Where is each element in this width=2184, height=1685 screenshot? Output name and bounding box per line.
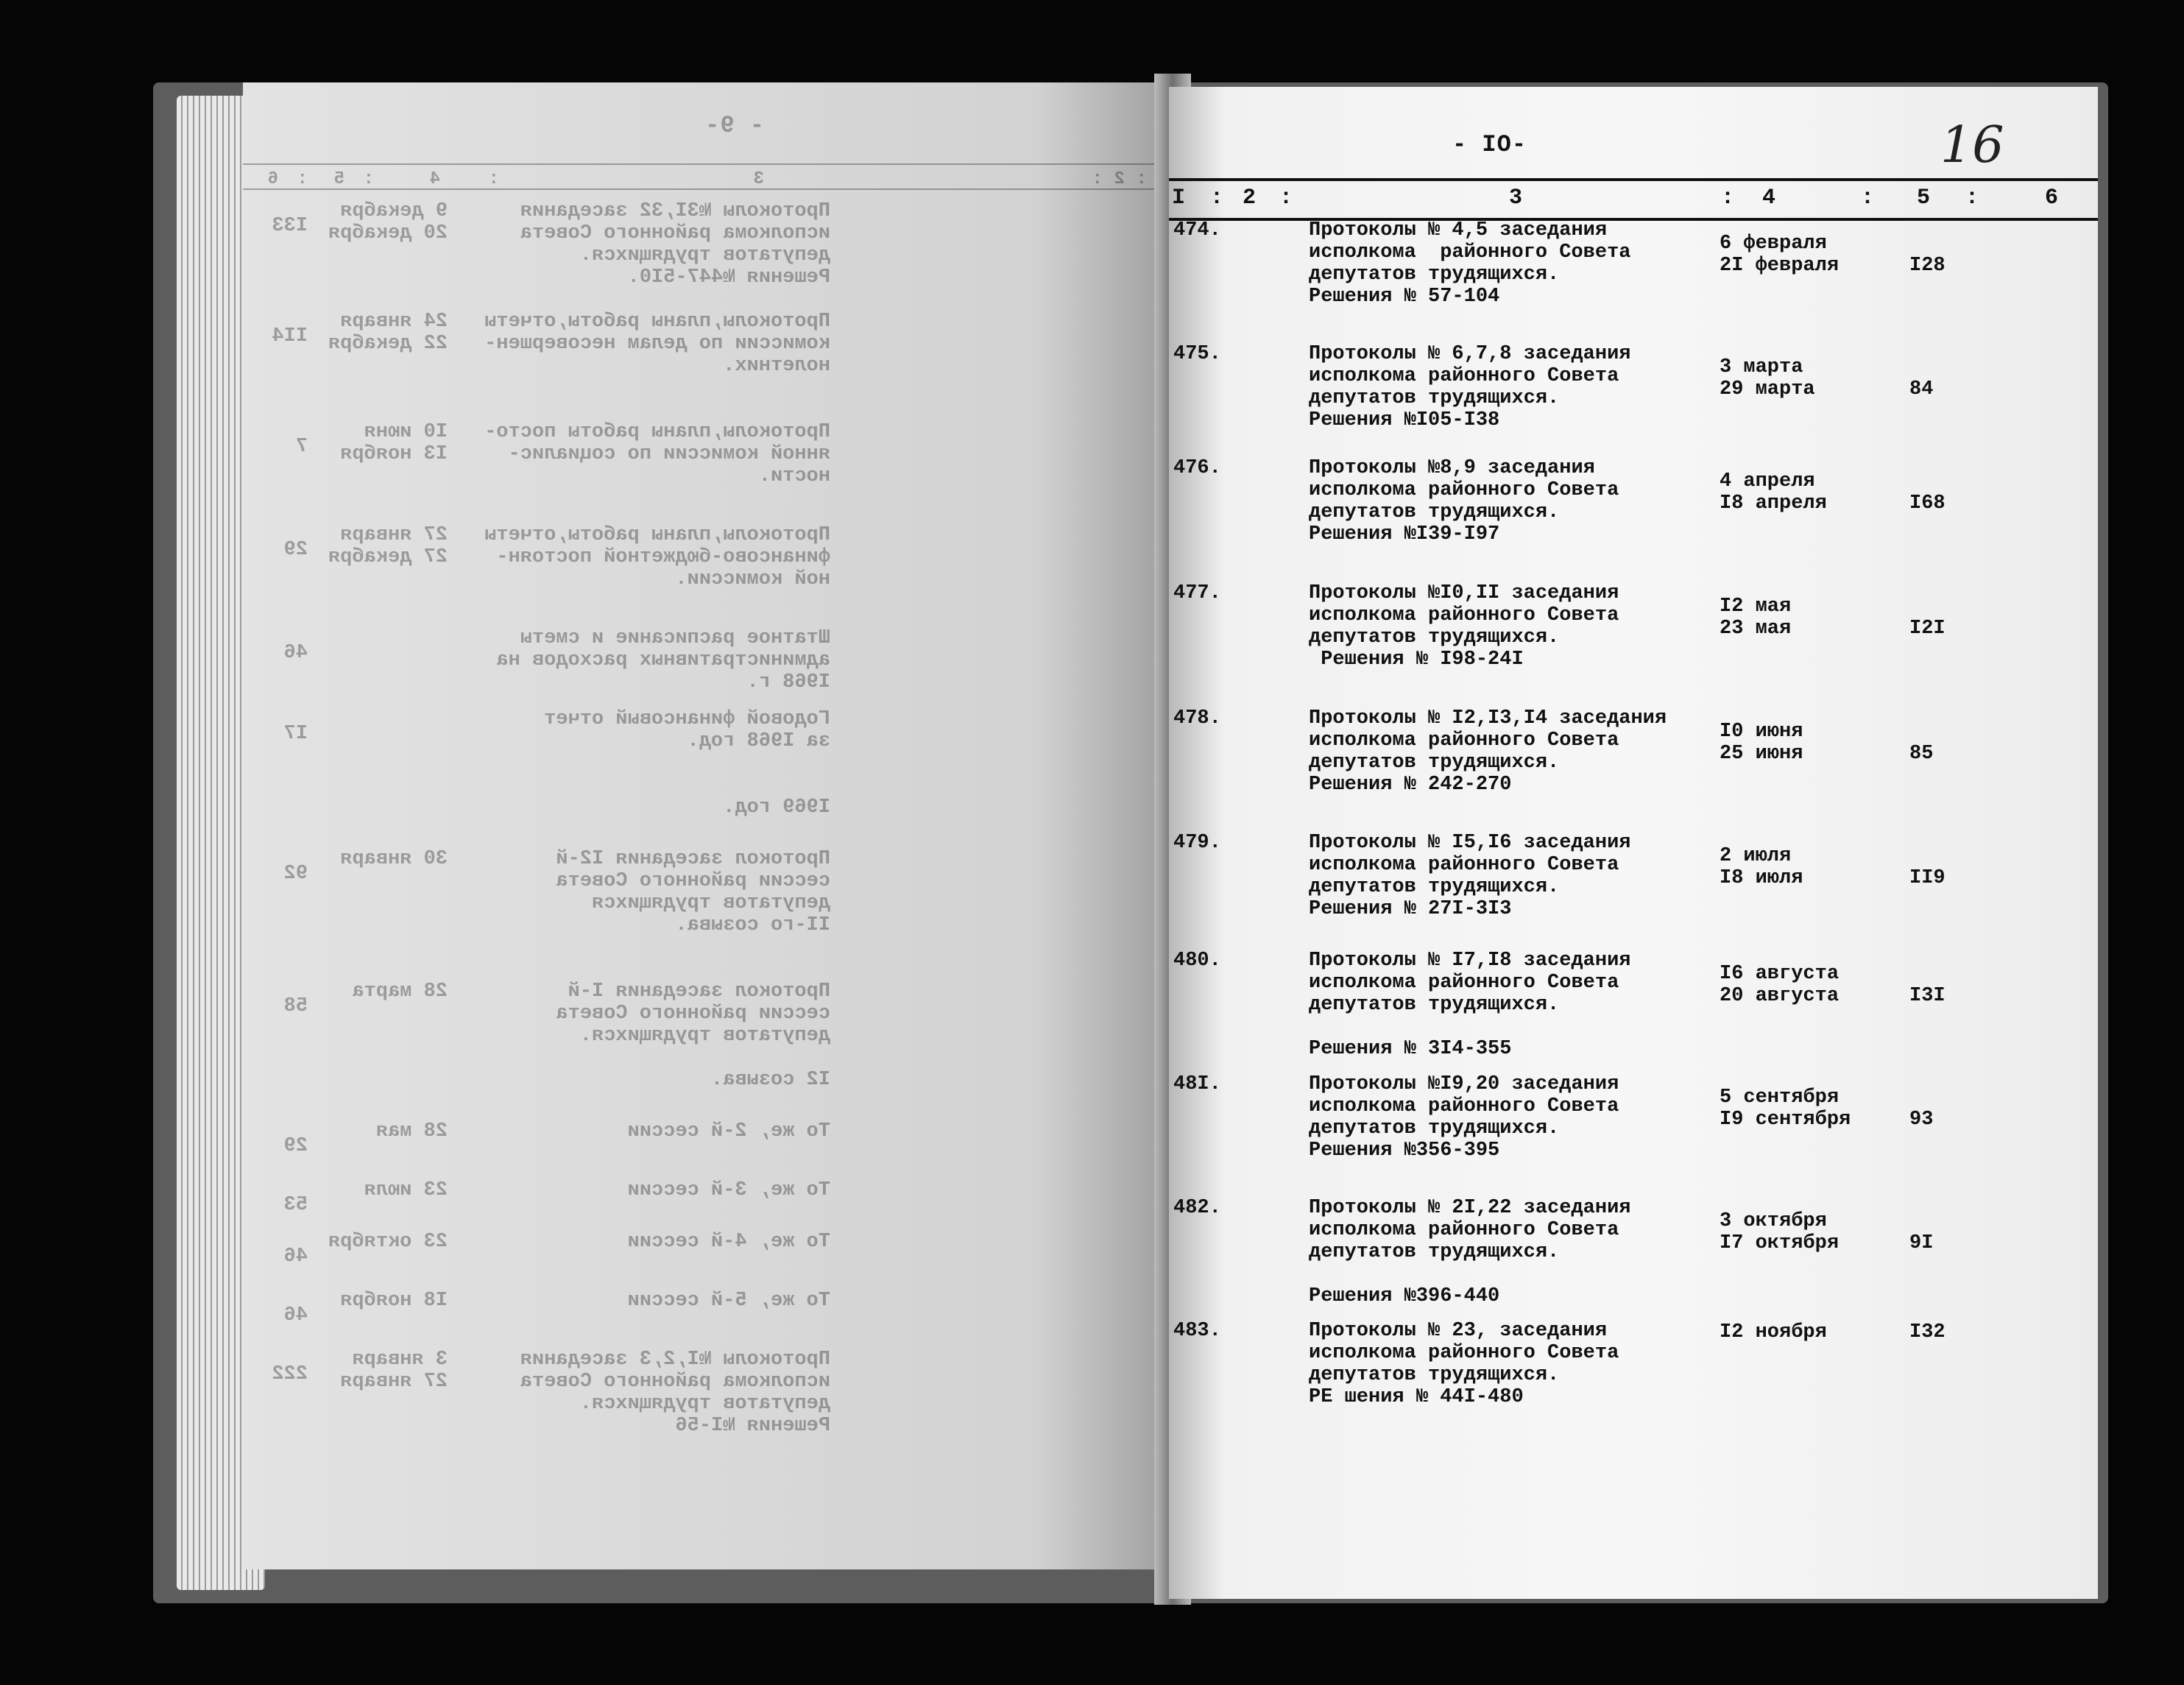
left-date-line: 23 октября: [328, 1231, 448, 1253]
left-entry-title: [484, 981, 830, 1047]
date-line: 20 августа: [1720, 985, 1840, 1007]
left-title-line: То же, 4-й сессии: [627, 1231, 830, 1253]
left-entry-title: [484, 708, 830, 752]
row-number: 48I.: [1173, 1073, 1221, 1095]
left-entry-title: [484, 421, 830, 487]
left-col-5: 5: [333, 169, 344, 189]
date-line: 2I февраля: [1720, 255, 1840, 277]
row-sheet-count: I2I: [1909, 618, 1946, 640]
left-entry-dates: [300, 1290, 448, 1312]
left-title-line: Решения №447-5I0.: [627, 266, 830, 289]
title-line: Решения №356-395: [1309, 1140, 1500, 1162]
left-entry-sheets: 46: [283, 1246, 308, 1268]
row-dates: [1720, 1321, 1889, 1343]
row-number: 480.: [1173, 950, 1221, 972]
left-entry-sheets: 58: [283, 995, 308, 1017]
left-title-line: финансово-бюджетной постоян-: [496, 546, 830, 568]
left-entry-title: [484, 848, 830, 936]
left-date-line: 30 января: [340, 848, 448, 870]
title-line: Решения №396-440: [1309, 1285, 1500, 1307]
title-line: Решения № I98-24I: [1309, 649, 1524, 671]
left-title-line: Решения №I-56: [675, 1415, 830, 1437]
row-dates: [1720, 596, 1889, 640]
row-title: [1309, 343, 1721, 431]
row-title: [1309, 707, 1721, 796]
title-line: исполкома районного Совета: [1309, 604, 1619, 626]
left-title-line: Протокол заседания I2-й: [556, 848, 830, 870]
title-line: Решения № 57-104: [1309, 286, 1500, 308]
left-title-line: депутатов трудящихся: [591, 892, 830, 914]
row-sheet-count: I32: [1909, 1321, 1946, 1343]
left-entry-title: [484, 524, 830, 590]
left-date-line: 24 января: [340, 311, 448, 333]
left-title-line: То же, 5-й сессии: [627, 1290, 830, 1312]
row-sheet-count: 9I: [1909, 1232, 1934, 1254]
left-date-line: I0 июня: [364, 421, 448, 443]
left-entry-sheets: I7: [283, 723, 308, 745]
title-line: депутатов трудящихся.: [1309, 501, 1560, 523]
row-number: 479.: [1173, 832, 1221, 854]
row-number: 475.: [1173, 343, 1221, 365]
left-entry-sheets: 29: [283, 539, 308, 561]
left-col-4: 4: [429, 169, 440, 189]
title-line: депутатов трудящихся.: [1309, 626, 1560, 649]
title-line: Протоколы № I2,I3,I4 заседания: [1309, 707, 1667, 730]
row-sheet-count: 93: [1909, 1109, 1934, 1131]
left-entry-dates: [300, 848, 448, 870]
left-entry-title: [484, 1179, 830, 1201]
row-number: 477.: [1173, 582, 1221, 604]
left-entry-dates: [300, 200, 448, 244]
row-sheet-count: 85: [1909, 743, 1934, 765]
left-entry-dates: [300, 1179, 448, 1201]
row-number: 483.: [1173, 1320, 1221, 1342]
date-line: 2 июля: [1720, 845, 1792, 867]
row-dates: [1720, 356, 1889, 400]
left-title-line: I969 год.: [723, 796, 830, 819]
left-title-line: Протокол заседания I-й: [568, 981, 830, 1003]
row-sheet-count: I3I: [1909, 985, 1946, 1007]
title-line: депутатов трудящихся.: [1309, 1117, 1560, 1140]
title-line: исполкома районного Совета: [1309, 1219, 1619, 1241]
title-line: [1309, 1016, 1721, 1038]
left-entry-dates: [300, 981, 448, 1003]
row-dates: [1720, 233, 1889, 277]
left-title-line: Протоколы №3I,32 заседания: [520, 200, 830, 222]
left-date-line: 23 июля: [364, 1179, 448, 1201]
left-title-line: сессии районного Совета: [556, 870, 830, 892]
left-entry-title: [484, 311, 830, 377]
left-title-line: депутатов трудящихся.: [579, 1025, 830, 1047]
date-line: 25 июня: [1720, 743, 1803, 765]
title-line: Протоколы № I7,I8 заседания: [1309, 950, 1631, 972]
left-page-number: - 9-: [704, 112, 764, 139]
row-title: [1309, 219, 1721, 308]
title-line: исполкома районного Совета: [1309, 1342, 1619, 1364]
left-date-line: I3 ноября: [340, 443, 448, 465]
title-line: Решения № 27I-3I3: [1309, 898, 1512, 920]
left-title-line: Протоколы,планы работы посто-: [484, 421, 830, 443]
title-line: [1309, 1263, 1721, 1285]
left-title-line: исполкома районного Совета: [520, 222, 830, 244]
title-line: Решения №I05-I38: [1309, 409, 1500, 431]
left-title-line: комиссии по делам несовершен-: [484, 333, 830, 355]
left-title-line: депутатов трудящихся.: [579, 244, 830, 266]
title-line: РЕ шения № 44I-480: [1309, 1386, 1524, 1408]
left-entry-sheets: 222: [272, 1363, 308, 1385]
title-line: исполкома районного Совета: [1309, 972, 1619, 994]
row-dates: [1720, 1087, 1889, 1131]
left-entry-sheets: 7: [295, 436, 308, 458]
title-line: Протоколы № I5,I6 заседания: [1309, 832, 1631, 854]
left-title-line: То же, 2-й сессии: [627, 1120, 830, 1142]
left-date-line: 28 марта: [352, 981, 448, 1003]
title-line: исполкома районного Совета: [1309, 479, 1619, 501]
left-entry-dates: [300, 1349, 448, 1393]
left-date-line: 22 декабря: [328, 333, 448, 355]
left-title-line: II-го созыва.: [675, 914, 830, 936]
left-entry-sheets: 29: [283, 1135, 308, 1157]
title-line: депутатов трудящихся.: [1309, 1241, 1560, 1263]
left-entry-title: [484, 796, 830, 819]
row-sheet-count: I28: [1909, 255, 1946, 277]
col-1-header: I: [1172, 186, 1186, 211]
left-title-line: Годовой финансовый отчет: [544, 708, 830, 730]
left-entry-sheets: 46: [283, 642, 308, 664]
date-line: I8 апреля: [1720, 492, 1827, 515]
left-title-line: за I968 год.: [687, 730, 830, 752]
date-line: I8 июля: [1720, 867, 1803, 889]
title-line: Решения № 3I4-355: [1309, 1038, 1512, 1060]
right-column-header: I : 2 : 3 : 4 : 5 : 6: [1169, 178, 2098, 221]
left-entry-dates: [300, 421, 448, 465]
title-line: Протоколы №I9,20 заседания: [1309, 1073, 1619, 1095]
date-line: I2 ноября: [1720, 1321, 1827, 1343]
left-entry-sheets: 92: [283, 863, 308, 885]
left-title-line: административных расходов на I968 г.: [496, 649, 830, 693]
left-entry-title: [484, 1069, 830, 1091]
date-line: 4 апреля: [1720, 470, 1815, 492]
date-line: I7 октября: [1720, 1232, 1840, 1254]
archive-mark: 16: [1940, 116, 2004, 174]
left-title-line: Протоколы,планы работы,отчеты: [484, 524, 830, 546]
row-title: [1309, 1073, 1721, 1162]
row-title: [1309, 832, 1721, 920]
date-line: I6 августа: [1720, 963, 1840, 985]
date-line: I2 мая: [1720, 596, 1792, 618]
left-entry-dates: [300, 1120, 448, 1142]
title-line: исполкома районного Совета: [1309, 241, 1631, 264]
date-line: 3 марта: [1720, 356, 1803, 378]
left-entry-sheets: 53: [283, 1194, 308, 1216]
left-entry-title: [484, 200, 830, 289]
left-title-line: Протоколы №I,2,3 заседания: [520, 1349, 830, 1371]
row-number: 474.: [1173, 219, 1221, 241]
left-title-line: То же, 3-й сессии: [627, 1179, 830, 1201]
row-number: 476.: [1173, 457, 1221, 479]
left-page-content: [243, 82, 1176, 1569]
title-line: депутатов трудящихся.: [1309, 264, 1560, 286]
title-line: Решения № 242-270: [1309, 774, 1512, 796]
left-title-line: нолетних.: [723, 355, 830, 377]
row-dates: [1720, 1210, 1889, 1254]
row-title: [1309, 1197, 1721, 1307]
col-6-header: 6: [2045, 186, 2059, 211]
title-line: депутатов трудящихся.: [1309, 994, 1560, 1016]
left-date-line: I8 ноября: [340, 1290, 448, 1312]
row-sheet-count: 84: [1909, 378, 1934, 400]
col-3-header: 3: [1509, 186, 1523, 211]
title-line: Протоколы № 4,5 заседания: [1309, 219, 1608, 241]
left-entry-sheets: 46: [283, 1304, 308, 1327]
left-title-line: янной комиссии по социалис-: [508, 443, 830, 465]
row-number: 482.: [1173, 1197, 1221, 1219]
left-entry-dates: [300, 524, 448, 568]
row-dates: [1720, 845, 1889, 889]
left-title-line: I2 созыва.: [710, 1069, 830, 1091]
title-line: Протоколы №8,9 заседания: [1309, 457, 1595, 479]
left-date-line: 27 декабря: [328, 546, 448, 568]
title-line: Протоколы № 6,7,8 заседания: [1309, 343, 1631, 365]
left-title-line: ной комиссии.: [675, 568, 830, 590]
left-entry-title: [484, 627, 830, 693]
title-line: депутатов трудящихся.: [1309, 1364, 1560, 1386]
left-col-6: 6: [267, 169, 278, 189]
title-line: депутатов трудящихся.: [1309, 387, 1560, 409]
col-5-header: 5: [1917, 186, 1931, 211]
row-title: [1309, 1320, 1721, 1408]
left-date-line: 28 мая: [375, 1120, 448, 1142]
title-line: Протоколы №I0,II заседания: [1309, 582, 1619, 604]
title-line: исполкома районного Совета: [1309, 1095, 1619, 1117]
row-sheet-count: II9: [1909, 867, 1946, 889]
title-line: депутатов трудящихся.: [1309, 752, 1560, 774]
left-title-line: Штатное расписание и сметы: [520, 627, 830, 649]
left-entry-title: [484, 1349, 830, 1437]
right-page-number: - IO-: [1452, 131, 1527, 158]
left-entry-sheets: II4: [272, 325, 308, 347]
left-date-line: 27 января: [340, 1371, 448, 1393]
row-sheet-count: I68: [1909, 492, 1946, 515]
row-dates: [1720, 721, 1889, 765]
date-line: 3 октября: [1720, 1210, 1827, 1232]
left-entry-dates: [300, 1231, 448, 1253]
title-line: Протоколы № 23, заседания: [1309, 1320, 1608, 1342]
title-line: Протоколы № 2I,22 заседания: [1309, 1197, 1631, 1219]
left-page: [243, 82, 1176, 1569]
title-line: Решения №I39-I97: [1309, 523, 1500, 545]
left-column-header: : 2 : 3 : 4 : 5 : 6: [243, 163, 1176, 190]
row-title: [1309, 582, 1721, 671]
date-line: 5 сентября: [1720, 1087, 1840, 1109]
left-entry-dates: [300, 311, 448, 355]
title-line: исполкома районного Совета: [1309, 730, 1619, 752]
left-title-line: исполкома районного Совета: [520, 1371, 830, 1393]
left-title-line: Протоколы,планы работы,отчеты: [484, 311, 830, 333]
right-page: [1169, 87, 2098, 1599]
col-4-header: 4: [1762, 186, 1776, 211]
left-title-line: сессии районного Совета: [556, 1003, 830, 1025]
left-entry-title: [484, 1120, 830, 1142]
left-date-line: 27 января: [340, 524, 448, 546]
left-title-line: депутатов трудящихся.: [579, 1393, 830, 1415]
left-entry-title: [484, 1231, 830, 1253]
row-dates: [1720, 963, 1889, 1007]
row-title: [1309, 950, 1721, 1060]
date-line: 23 мая: [1720, 618, 1792, 640]
left-entry-title: [484, 1290, 830, 1312]
left-col-3: 3: [753, 169, 764, 189]
left-date-line: 20 декабря: [328, 222, 448, 244]
left-date-line: 9 декабря: [340, 200, 448, 222]
date-line: I9 сентября: [1720, 1109, 1851, 1131]
left-col-2: 2: [1114, 169, 1125, 189]
left-date-line: 3 января: [352, 1349, 448, 1371]
row-title: [1309, 457, 1721, 545]
date-line: 6 февраля: [1720, 233, 1827, 255]
col-2-header: 2: [1243, 186, 1257, 211]
title-line: депутатов трудящихся.: [1309, 876, 1560, 898]
row-dates: [1720, 470, 1889, 515]
date-line: I0 июня: [1720, 721, 1803, 743]
left-title-line: ности.: [758, 465, 830, 487]
left-entry-sheets: I33: [272, 215, 308, 237]
date-line: 29 марта: [1720, 378, 1815, 400]
title-line: исполкома районного Совета: [1309, 365, 1619, 387]
row-number: 478.: [1173, 707, 1221, 730]
title-line: исполкома районного Совета: [1309, 854, 1619, 876]
